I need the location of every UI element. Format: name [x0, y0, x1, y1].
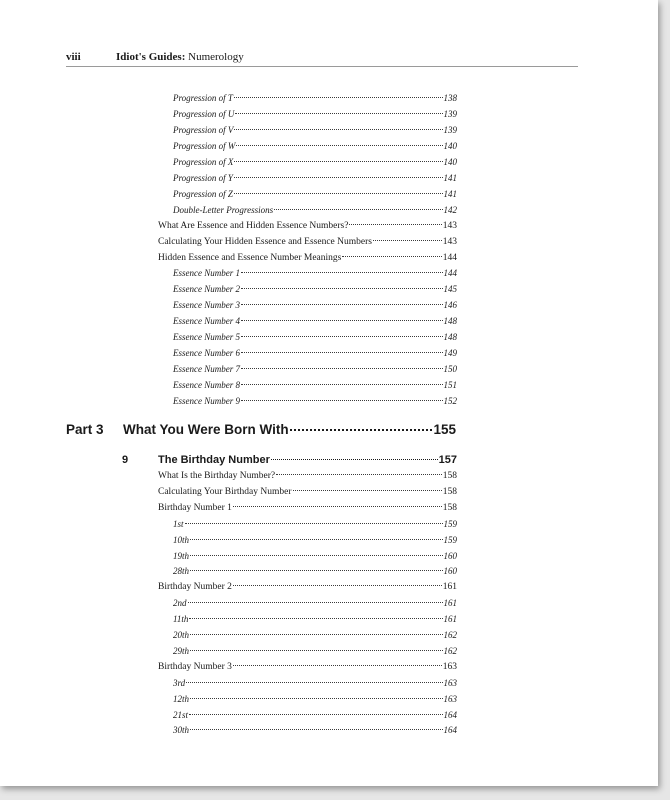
toc-leader-dots	[241, 288, 443, 289]
toc-entry-page-number: 164	[443, 725, 457, 736]
toc-entry[interactable]	[173, 517, 457, 532]
toc-entry-title: 20th	[173, 630, 190, 640]
toc-entry[interactable]	[173, 549, 457, 564]
toc-entry[interactable]	[173, 346, 457, 361]
toc-leader-dots	[241, 400, 443, 401]
toc-leader-dots	[241, 352, 443, 353]
toc-entry[interactable]	[173, 330, 457, 345]
toc-entry-page-number: 143	[442, 220, 457, 231]
toc-entry-page-number: 161	[443, 598, 457, 609]
toc-entry-page-number: 141	[443, 172, 457, 183]
toc-entry-title: 11th	[173, 614, 189, 625]
toc-entry-title: Essence Number 8	[173, 380, 240, 391]
part-label: Part 3	[66, 422, 104, 437]
part-title: What You Were Born With	[123, 422, 289, 437]
header-book-brand: Idiot's Guides:	[116, 51, 186, 63]
toc-entry[interactable]	[173, 564, 457, 579]
toc-leader-dots	[342, 256, 441, 257]
toc-entry-title: Progression of U	[173, 108, 235, 119]
toc-entry-title: Progression of T	[173, 93, 233, 103]
toc-entry-page-number: 152	[443, 396, 457, 407]
toc-entry-page-number: 138	[443, 93, 457, 103]
toc-entry-page-number: 163	[442, 661, 457, 672]
toc-entry-page-number: 149	[443, 348, 457, 359]
toc-entry-page-number: 150	[443, 364, 457, 375]
toc-leader-dots	[234, 129, 442, 130]
toc-entry-page-number: 158	[442, 486, 457, 497]
toc-entry-page-number: 159	[443, 518, 457, 529]
toc-leader-dots	[236, 145, 442, 146]
toc-entry-page-number: 158	[442, 502, 457, 513]
toc-entry-title: 10th	[173, 534, 190, 545]
toc-entry-page-number: 161	[442, 582, 457, 593]
toc-entry-page-number: 146	[443, 300, 457, 311]
toc-leader-dots	[188, 602, 443, 603]
toc-leader-dots	[276, 474, 442, 475]
toc-entry-page-number: 163	[443, 693, 457, 704]
toc-chapter-heading[interactable]	[122, 454, 457, 470]
toc-entry[interactable]	[173, 282, 457, 297]
toc-entry-page-number: 144	[442, 252, 457, 263]
toc-leader-dots	[234, 97, 443, 98]
toc-leader-dots	[241, 384, 443, 385]
toc-entry-title: Progression of W	[173, 140, 236, 151]
toc-entry-title: 28th	[173, 566, 190, 577]
toc-entry-page-number: 141	[443, 188, 457, 199]
toc-entry-title: Essence Number 2	[173, 284, 240, 295]
toc-leader-dots	[190, 698, 442, 699]
toc-entry-title: Birthday Number 2	[158, 582, 232, 593]
toc-entry-title: Calculating Your Hidden Essence and Essence Numbers	[158, 236, 372, 247]
toc-entry[interactable]	[158, 219, 457, 234]
toc-leader-dots	[241, 304, 443, 305]
toc-entry[interactable]	[173, 107, 457, 122]
toc-entry-page-number: 162	[443, 630, 457, 640]
toc-entry-title: 12th	[173, 693, 190, 704]
toc-entry[interactable]	[173, 203, 457, 218]
toc-entry[interactable]	[173, 596, 457, 611]
toc-entry-page-number: 160	[443, 566, 457, 577]
toc-leader-dots	[233, 506, 442, 507]
chapter-number: 9	[122, 454, 129, 466]
toc-entry-page-number: 161	[443, 614, 457, 625]
toc-entry-page-number: 158	[442, 471, 457, 481]
toc-leader-dots	[241, 368, 443, 369]
toc-entry-title: 30th	[173, 725, 190, 736]
toc-entry-title: 2nd	[173, 598, 187, 609]
toc-entry-title: 21st	[173, 709, 189, 720]
toc-leader-dots	[241, 320, 443, 321]
chapter-page-number: 157	[438, 454, 457, 466]
toc-entry[interactable]	[158, 235, 457, 250]
toc-leader-dots	[241, 272, 443, 273]
toc-leader-dots	[190, 634, 442, 635]
toc-entry[interactable]	[158, 501, 457, 516]
toc-entry[interactable]	[173, 187, 457, 202]
toc-leader-dots	[235, 113, 442, 114]
toc-entry-title: Progression of X	[173, 156, 234, 167]
toc-entry[interactable]	[173, 394, 457, 409]
toc-entry[interactable]	[173, 378, 457, 393]
toc-leader-dots	[373, 240, 442, 241]
toc-entry-page-number: 145	[443, 284, 457, 295]
toc-leader-dots	[234, 193, 443, 194]
toc-leader-dots	[189, 618, 442, 619]
toc-entry-title: Hidden Essence and Essence Number Meanings	[158, 252, 342, 263]
toc-entry-title: Essence Number 1	[173, 268, 240, 279]
toc-entry[interactable]	[158, 485, 457, 500]
toc-entry-page-number: 148	[443, 316, 457, 327]
toc-entry-page-number: 139	[443, 124, 457, 135]
toc-leader-dots	[185, 523, 443, 524]
toc-leader-dots	[274, 209, 442, 210]
toc-entry-page-number: 151	[443, 380, 457, 391]
toc-entry[interactable]	[173, 123, 457, 138]
toc-leader-dots	[190, 570, 442, 571]
toc-entry-title: Progression of V	[173, 124, 234, 135]
toc-entry-page-number: 159	[443, 534, 457, 545]
toc-leader-dots	[189, 714, 442, 715]
toc-entry-title: What Is the Birthday Number?	[158, 471, 276, 481]
header-page-number: viii	[66, 51, 81, 63]
toc-leader-dots	[234, 161, 442, 162]
toc-entry-title: Essence Number 6	[173, 348, 240, 359]
toc-entry-title: Birthday Number 1	[158, 502, 232, 513]
toc-entry-page-number: 162	[443, 645, 457, 656]
toc-part-heading[interactable]	[66, 422, 456, 440]
toc-entry[interactable]	[173, 612, 457, 627]
toc-entry-title: Essence Number 4	[173, 316, 240, 327]
part-leader-dots	[290, 429, 433, 431]
toc-entry-title: Progression of Y	[173, 172, 233, 183]
header-book-subject: Numerology	[188, 51, 244, 63]
toc-entry[interactable]	[173, 362, 457, 377]
toc-leader-dots	[233, 585, 442, 586]
toc-entry-page-number: 139	[443, 108, 457, 119]
toc-entry[interactable]	[158, 251, 457, 266]
toc-entry[interactable]	[173, 266, 457, 281]
toc-entry-page-number: 140	[443, 140, 457, 151]
toc-entry[interactable]	[173, 91, 457, 106]
header-rule	[66, 66, 578, 67]
toc-entry[interactable]	[158, 660, 457, 675]
toc-entry-title: What Are Essence and Hidden Essence Numbers?	[158, 220, 349, 231]
toc-entry[interactable]	[173, 628, 457, 643]
toc-entry-title: Progression of Z	[173, 188, 233, 199]
toc-entry-title: Essence Number 7	[173, 364, 240, 375]
toc-entry-title: Calculating Your Birthday Number	[158, 486, 292, 497]
toc-entry-title: 1st	[173, 518, 184, 529]
toc-entry-page-number: 163	[443, 677, 457, 688]
toc-entry[interactable]	[173, 155, 457, 170]
toc-entry-title: Essence Number 5	[173, 332, 240, 343]
toc-leader-dots	[190, 539, 442, 540]
toc-entry-title: Double-Letter Progressions	[173, 204, 274, 215]
toc-entry-page-number: 143	[442, 236, 457, 247]
toc-entry-title: Birthday Number 3	[158, 661, 232, 672]
toc-entry-title: Essence Number 9	[173, 396, 240, 407]
toc-leader-dots	[190, 555, 442, 556]
toc-leader-dots	[234, 177, 443, 178]
toc-entry[interactable]	[158, 469, 457, 484]
toc-entry[interactable]	[173, 708, 457, 723]
toc-entry[interactable]	[173, 314, 457, 329]
chapter-leader-dots	[271, 459, 438, 460]
toc-leader-dots	[233, 665, 442, 666]
toc-entry-page-number: 144	[443, 268, 457, 279]
toc-entry[interactable]	[173, 644, 457, 659]
toc-entry-page-number: 142	[443, 204, 457, 215]
toc-entry-title: 19th	[173, 550, 190, 561]
toc-leader-dots	[349, 224, 441, 225]
part-page-number: 155	[433, 422, 456, 437]
running-header	[66, 51, 578, 64]
toc-leader-dots	[186, 682, 442, 683]
toc-leader-dots	[190, 650, 442, 651]
chapter-title: The Birthday Number	[158, 454, 270, 466]
toc-leader-dots	[190, 729, 442, 730]
toc-entry[interactable]	[173, 723, 457, 738]
toc-entry[interactable]	[173, 692, 457, 707]
toc-entry-page-number: 140	[443, 156, 457, 167]
toc-entry[interactable]	[173, 533, 457, 548]
toc-leader-dots	[293, 490, 442, 491]
toc-entry-title: Essence Number 3	[173, 300, 240, 311]
toc-entry-title: 29th	[173, 645, 190, 656]
toc-entry-page-number: 148	[443, 332, 457, 343]
toc-entry[interactable]	[173, 139, 457, 154]
toc-entry[interactable]	[158, 580, 457, 595]
toc-entry[interactable]	[173, 298, 457, 313]
toc-entry[interactable]	[173, 171, 457, 186]
toc-entry-title: 3rd	[173, 677, 186, 688]
toc-leader-dots	[241, 336, 443, 337]
toc-entry-page-number: 160	[443, 550, 457, 561]
toc-entry-page-number: 164	[443, 709, 457, 720]
toc-entry[interactable]	[173, 676, 457, 691]
